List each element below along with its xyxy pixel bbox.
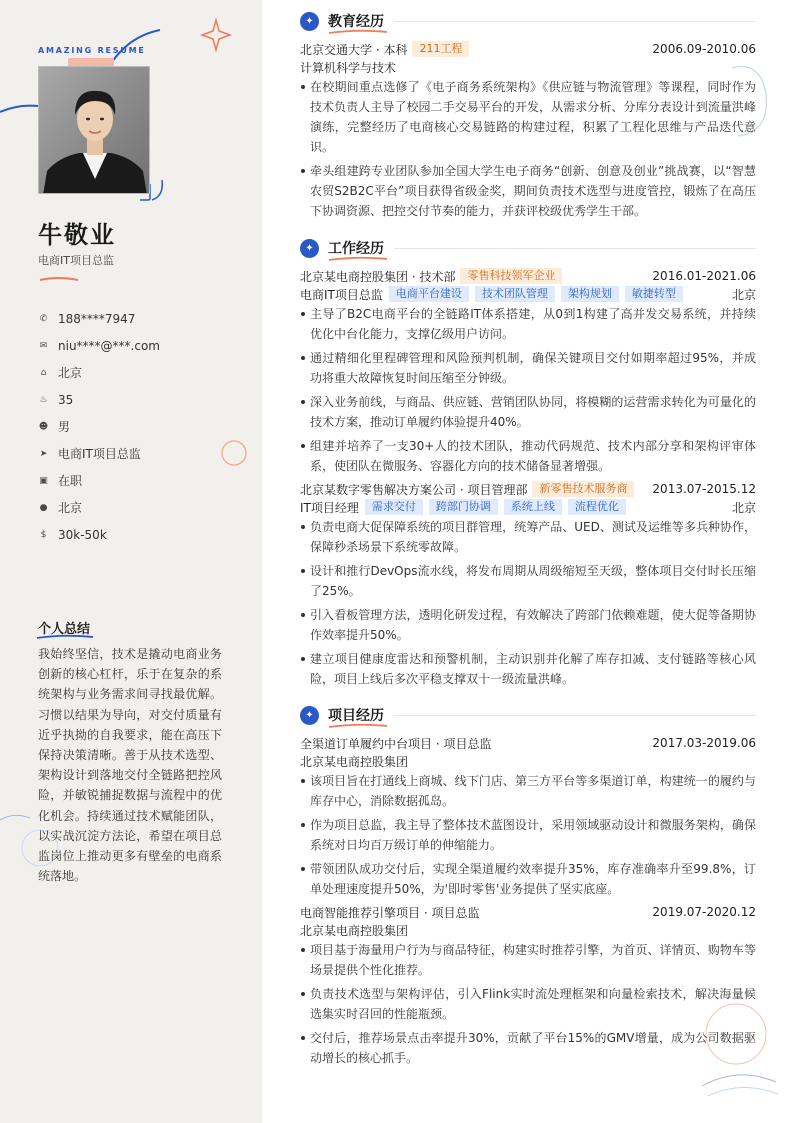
job-entry: [300, 267, 756, 476]
info-item: [38, 305, 160, 332]
section-divider: [394, 715, 756, 716]
info-text: 北京: [58, 501, 83, 515]
skill-tag: 电商平台建设: [389, 286, 469, 302]
job-bullets: [300, 304, 756, 476]
home-icon: ⌂: [40, 367, 47, 378]
job-company-group: [300, 481, 634, 498]
job-city: 北京: [731, 287, 756, 302]
project-name-row: [300, 734, 756, 752]
project-name-row: [300, 903, 756, 921]
info-text: 188****7947: [58, 311, 136, 326]
project-bullets: [300, 771, 756, 899]
job-company-row: [300, 480, 756, 498]
candidate-role: 电商IT项目总监: [38, 254, 114, 267]
salary-icon: $: [40, 529, 47, 540]
work-title: 工作经历: [328, 238, 384, 258]
skill-tag: 流程优化: [568, 499, 626, 515]
project-list: [300, 734, 756, 1068]
summary-underline: [36, 634, 94, 640]
job-city: 北京: [731, 500, 756, 515]
info-item: [38, 413, 160, 440]
bullet-item: 带领团队成功交付后，实现全渠道履约效率提升35%，库存准确率升至99.8%，订单处理速度提升50%，为'即时零售'业务提供了坚实底座。: [300, 859, 756, 899]
education-row: [300, 40, 756, 58]
job-date: 2013.07-2015.12: [652, 482, 756, 496]
email-icon: ✉: [39, 340, 48, 351]
education-bullets: [300, 77, 756, 221]
skill-tag: 需求交付: [365, 499, 423, 515]
company-name: 北京某电商控股集团 · 技术部: [300, 269, 456, 284]
avatar: [38, 66, 150, 194]
job-position-group: [300, 286, 683, 303]
job-position: IT项目经理: [300, 500, 359, 515]
projects-title: 项目经历: [328, 705, 384, 725]
candidate-name: 牛敬业: [38, 221, 116, 249]
bullet-item: 负责技术选型与架构评估，引入Flink实时流处理框架和向量检索技术，解决海量候选集实时召回的性能瓶颈。: [300, 984, 756, 1024]
bullet-item: 通过精细化里程碑管理和风险预判机制，确保关键项目交付如期率超过95%，并成功将重大故障恢复时间压缩至分钟级。: [300, 348, 756, 388]
project-entry: [300, 734, 756, 899]
job-position: 电商IT项目总监: [300, 287, 383, 302]
star-icon: ✦: [300, 239, 319, 258]
bullet-item: 在校期间重点选修了《电子商务系统架构》《供应链与物流管理》等课程，同时作为技术负责人主导了校园二手交易平台的开发，从需求分析、分库分表设计到流量洪峰演练，完整经历了电商核心交易链路的构建过程，积累了工程化思维与产品迭代意识。: [300, 77, 756, 157]
location-pin-icon: ●: [39, 502, 48, 513]
job-date: 2016.01-2021.06: [652, 269, 756, 283]
project-org-row: [300, 752, 756, 770]
project-name: 电商智能推荐引擎项目 · 项目总监: [300, 905, 480, 920]
project-date: 2017.03-2019.06: [652, 736, 756, 750]
info-item: [38, 494, 160, 521]
job-company-row: [300, 267, 756, 285]
bullet-item: 深入业务前线，与商品、供应链、营销团队协同，将模糊的运营需求转化为可量化的技术方案，推动订单履约体验提升40%。: [300, 392, 756, 432]
project-entry: [300, 903, 756, 1068]
star-icon: ✦: [300, 12, 319, 31]
job-company-group: [300, 268, 562, 285]
summary-title: 个人总结: [38, 622, 91, 637]
job-entry: [300, 480, 756, 689]
projects-section: [300, 704, 756, 1072]
section-divider: [394, 248, 756, 249]
work-header: [300, 237, 756, 259]
title-underline: [328, 29, 388, 35]
briefcase-icon: ▣: [39, 475, 48, 486]
skill-tag: 跨部门协调: [429, 499, 498, 515]
industry-tag: 零售科技领军企业: [460, 268, 562, 284]
skill-tag: 技术团队管理: [475, 286, 555, 302]
bullet-item: 作为项目总监，我主导了整体技术蓝图设计，采用领域驱动设计和微服务架构，确保系统对日均百万级订单的伸缩能力。: [300, 815, 756, 855]
work-section: [300, 237, 756, 693]
bullet-item: 设计和推行DevOps流水线，将发布周期从周级缩短至天级，整体项目交付时长压缩了25%。: [300, 561, 756, 601]
project-org-row: [300, 921, 756, 939]
info-item: [38, 386, 160, 413]
project-bullets: [300, 940, 756, 1068]
bullet-item: 主导了B2C电商平台的全链路IT体系搭建，从0到1构建了高并发交易系统，并持续优化中台化能力，支撑亿级用户访问。: [300, 304, 756, 344]
summary-text: 我始终坚信，技术是撬动电商业务创新的核心杠杆，乐于在复杂的系统架构与业务需求间寻找最优解。习惯以结果为导向，对交付质量有近乎执拗的自我要求，能在高压下保持决策清晰。善于从技术选型、架构设计到落地交付全链路把控风险，并敏锐捕捉数据与流程中的优化机会。持续通过技术赋能团队，以实战沉淀方法论，希望在项目总监岗位上推动更多有壁垒的电商系统落地。: [38, 647, 222, 884]
project-name: 全渠道订单履约中台项目 · 项目总监: [300, 736, 492, 751]
main-content: [262, 0, 794, 1123]
photo-frame: [38, 66, 150, 194]
school-tag: 211工程: [412, 41, 469, 57]
bullet-item: 项目基于海量用户行为与商品特征，构建实时推荐引擎，为首页、详情页、购物车等场景提供个性化推荐。: [300, 940, 756, 980]
phone-icon: ✆: [39, 313, 48, 324]
skill-tag: 系统上线: [504, 499, 562, 515]
education-section: [300, 10, 756, 225]
major: 计算机科学与技术: [300, 60, 397, 75]
info-text: 在职: [58, 474, 83, 488]
job-position-row: [300, 498, 756, 516]
brand-label: AMAZING RESUME: [38, 46, 146, 55]
projects-header: [300, 704, 756, 726]
info-text: 男: [58, 420, 71, 434]
education-header: [300, 10, 756, 32]
school-name: 北京交通大学 · 本科: [300, 42, 408, 57]
company-name: 北京某数字零售解决方案公司 · 项目管理部: [300, 482, 528, 497]
bullet-item: 牵头组建跨专业团队参加全国大学生电子商务“创新、创意及创业”挑战赛，以“智慧农贸S2B2C平台”项目获得省级金奖，期间负责技术选型与进度管控，锻炼了在高压下协调资源、把控交付节奏的能力，并获评校级优秀学生干部。: [300, 161, 756, 221]
bullet-item: 引入看板管理方法，透明化研发过程，有效解决了跨部门依赖难题，使大促等备期协作效率提升50%。: [300, 605, 756, 645]
section-divider: [394, 21, 756, 22]
sidebar: [0, 0, 262, 1123]
industry-tag: 新零售技术服务商: [532, 481, 634, 497]
education-title: 教育经历: [328, 11, 384, 31]
info-text: 30k-50k: [58, 527, 107, 542]
project-org: 北京某电商控股集团: [300, 754, 409, 769]
gender-icon: ☻: [38, 421, 49, 432]
info-item: [38, 467, 160, 494]
bullet-item: 该项目旨在打通线上商城、线下门店、第三方平台等多渠道订单，构建统一的履约与库存中心，消除数据孤岛。: [300, 771, 756, 811]
info-item: [38, 332, 160, 359]
job-bullets: [300, 517, 756, 689]
send-icon: ➤: [39, 448, 48, 459]
bullet-item: 组建并培养了一支30+人的技术团队，推动代码规范、技术内部分享和架构评审体系，使团队在微服务、容器化方向的技术储备显著增强。: [300, 436, 756, 476]
cake-icon: ♨: [39, 394, 48, 405]
skill-tag: 架构规划: [561, 286, 619, 302]
info-text: 电商IT项目总监: [58, 447, 141, 461]
job-position-group: [300, 499, 626, 516]
info-text: 35: [58, 392, 74, 407]
contact-info-list: [38, 305, 160, 548]
star-icon: ✦: [300, 706, 319, 725]
skill-tag: 敏捷转型: [625, 286, 683, 302]
bullet-item: 交付后，推荐场景点击率提升30%，贡献了平台15%的GMV增量，成为公司数据驱动增长的核心抓手。: [300, 1028, 756, 1068]
title-underline: [328, 256, 388, 262]
info-item: [38, 521, 160, 548]
education-date: 2006.09-2010.06: [652, 42, 756, 56]
info-text: niu****@***.com: [58, 338, 160, 353]
info-text: 北京: [58, 366, 83, 380]
major-row: [300, 58, 756, 76]
project-org: 北京某电商控股集团: [300, 923, 409, 938]
bullet-item: 负责电商大促保障系统的项目群管理，统筹产品、UED、测试及运维等多兵种协作，保障秒杀场景下系统零故障。: [300, 517, 756, 557]
job-position-row: [300, 285, 756, 303]
project-date: 2019.07-2020.12: [652, 905, 756, 919]
bullet-item: 建立项目健康度雷达和预警机制，主动识别并化解了库存扣减、支付链路等核心风险，项目上线后多次平稳支撑双十一级流量洪峰。: [300, 649, 756, 689]
job-list: [300, 267, 756, 689]
info-item: [38, 359, 160, 386]
title-underline: [328, 723, 388, 729]
info-item: [38, 440, 160, 467]
